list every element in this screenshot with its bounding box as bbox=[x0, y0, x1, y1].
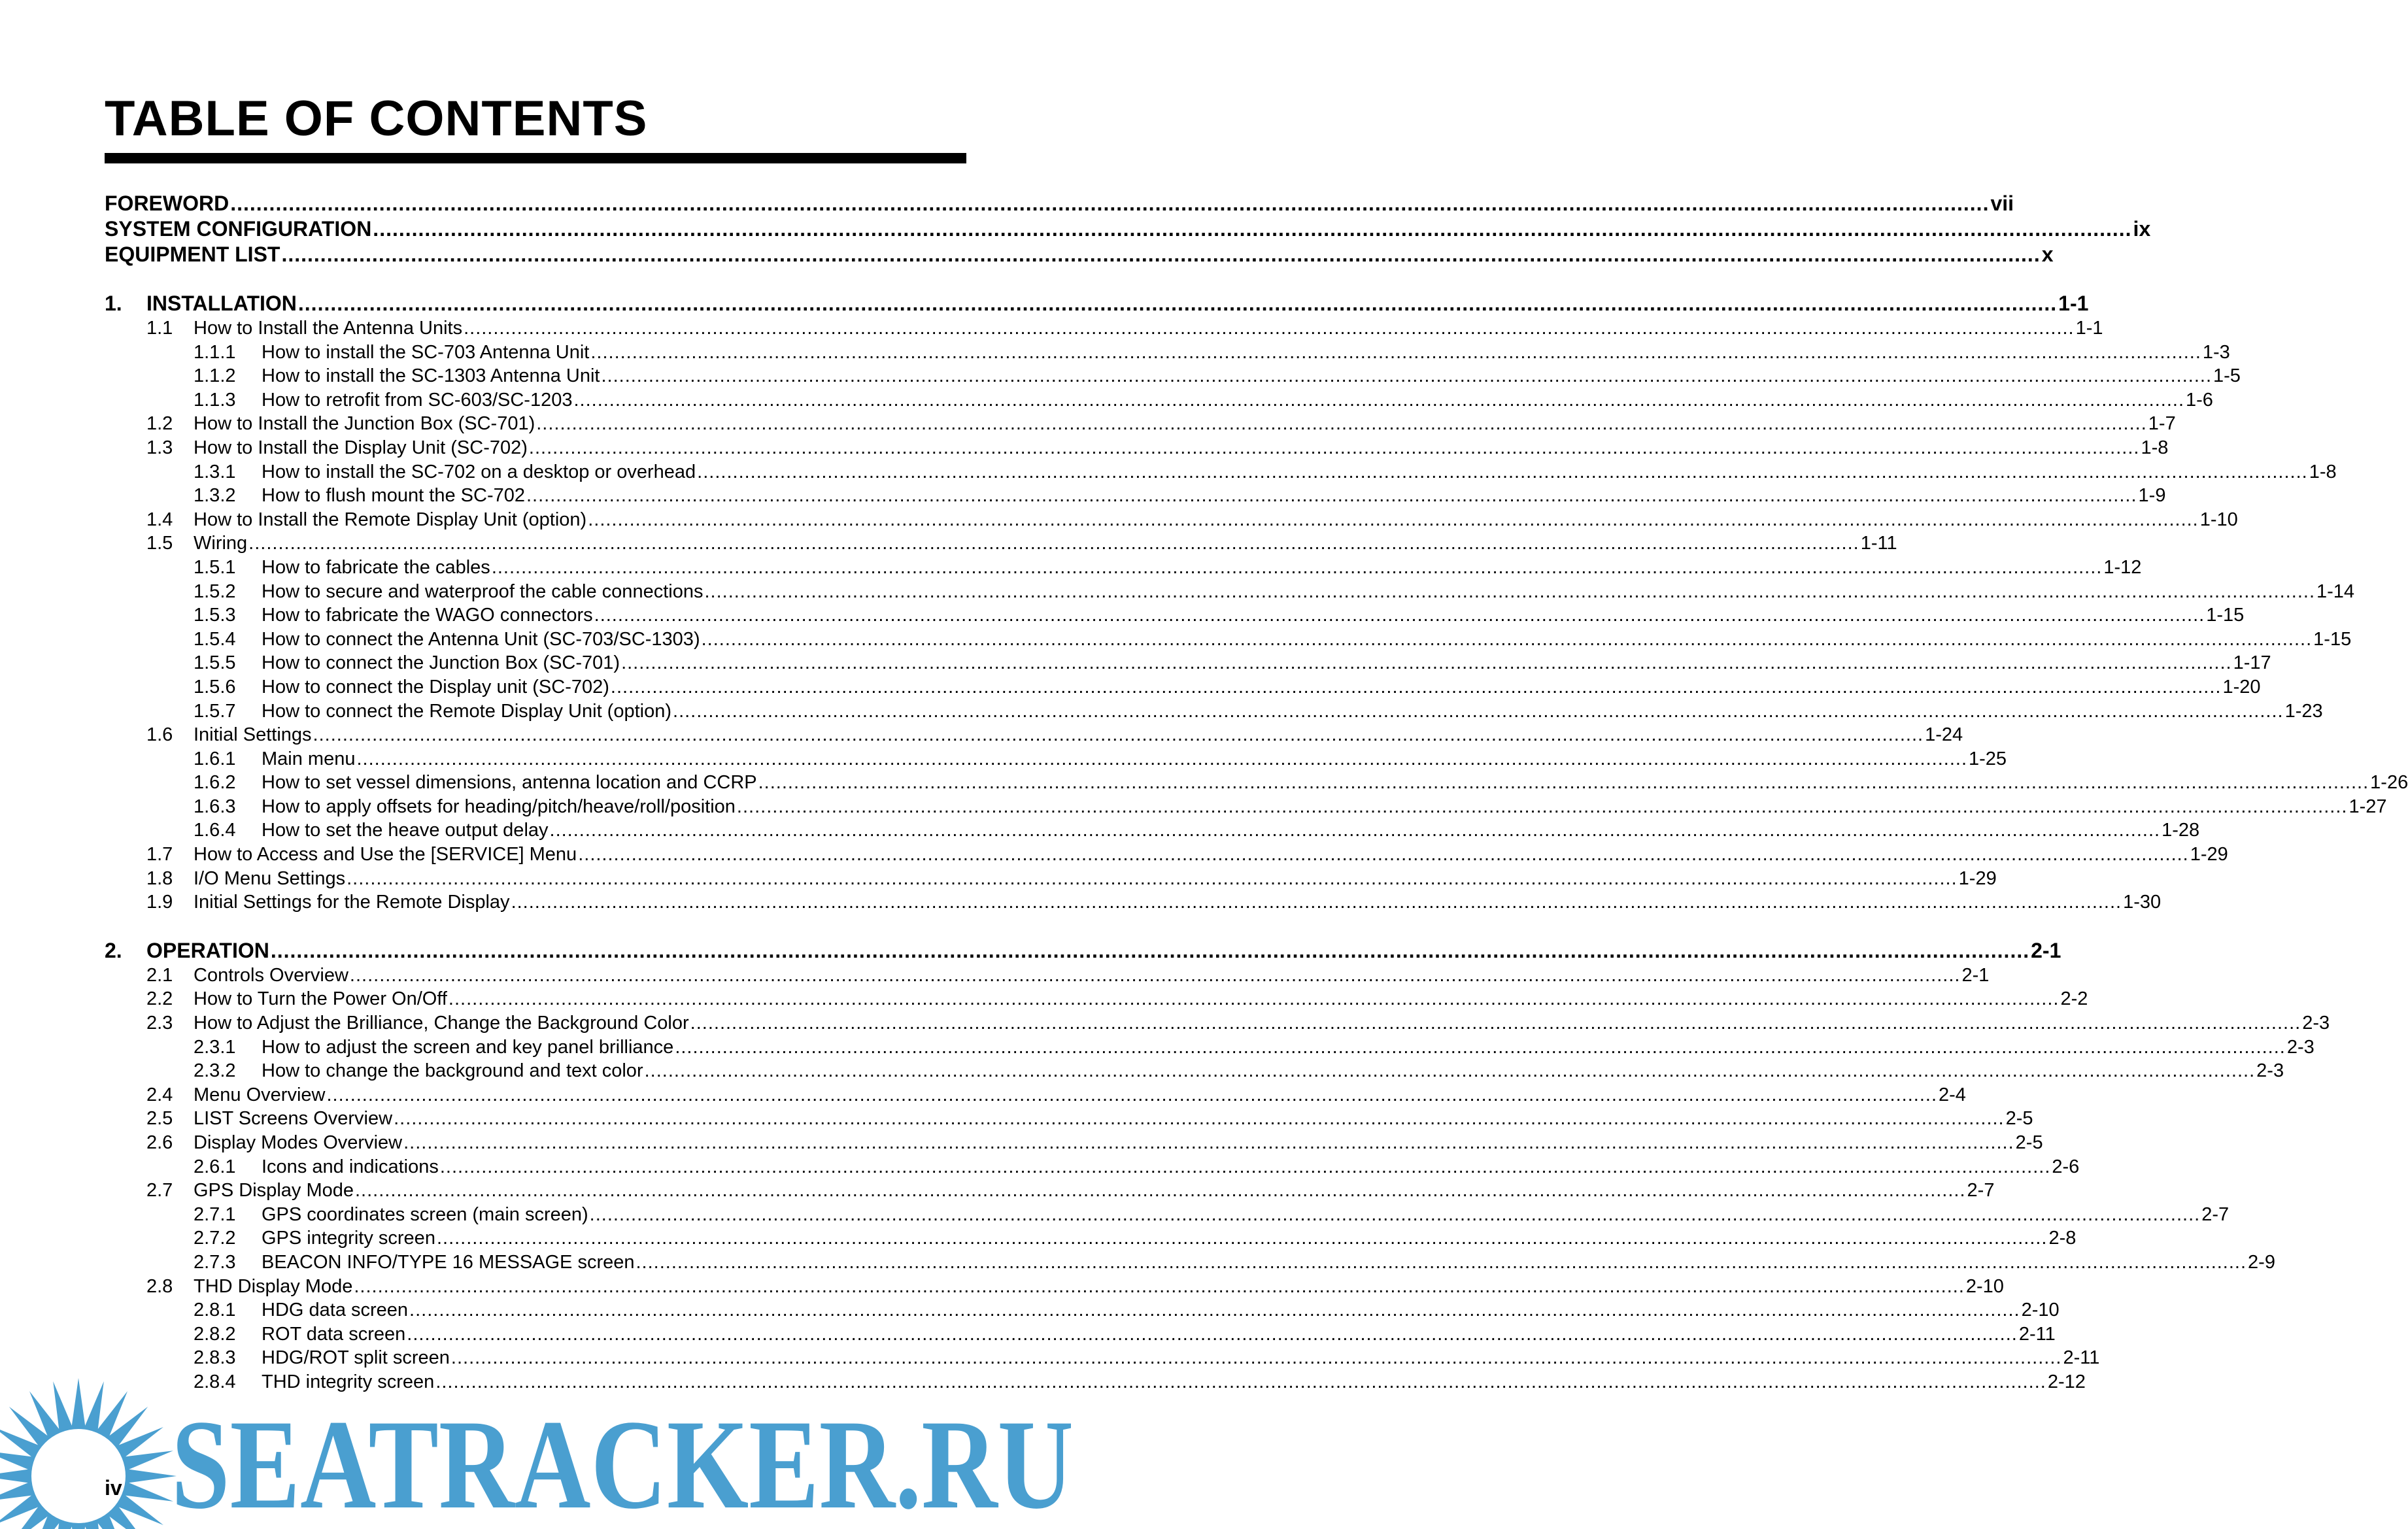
toc-section-number: 1.5.4 bbox=[194, 628, 236, 650]
toc-entry-title: Main menu bbox=[262, 748, 356, 769]
toc-entry-title: HDG/ROT split screen bbox=[262, 1347, 450, 1369]
toc-subsection-entry[interactable] bbox=[105, 675, 2261, 699]
toc-section-number: 1.3.1 bbox=[194, 461, 236, 482]
toc-page-number: 1-23 bbox=[2284, 700, 2323, 722]
toc-entry-title: BEACON INFO/TYPE 16 MESSAGE screen bbox=[262, 1251, 635, 1273]
toc-leader-dots bbox=[271, 938, 2029, 964]
watermark-text: SEATRACKER.RU bbox=[171, 1394, 1074, 1529]
toc-section-entry[interactable] bbox=[105, 1179, 1995, 1203]
toc-section-number: 1.9 bbox=[146, 892, 173, 913]
toc-leader-dots bbox=[702, 628, 2313, 652]
toc-section-entry[interactable] bbox=[105, 843, 2228, 867]
toc-leader-dots bbox=[529, 436, 2140, 460]
toc-page-number: 1-29 bbox=[1958, 867, 1997, 889]
toc-leader-dots bbox=[440, 1155, 2051, 1179]
toc-page-number: 2-5 bbox=[2005, 1108, 2033, 1130]
sun-burst-icon bbox=[0, 1378, 177, 1529]
toc-section-number: 1.1.1 bbox=[194, 341, 236, 363]
toc-page-number: 1-26 bbox=[2370, 772, 2408, 794]
toc-subsection-entry[interactable] bbox=[105, 651, 2271, 675]
toc-entry-title: Initial Settings bbox=[194, 724, 312, 746]
toc-subsection-entry[interactable] bbox=[105, 818, 2200, 843]
toc-page-number: 1-1 bbox=[2058, 292, 2089, 315]
toc-section-entry[interactable] bbox=[105, 1011, 2330, 1035]
toc-entry-title: How to secure and waterproof the cable connections bbox=[262, 580, 704, 602]
toc-section-entry[interactable] bbox=[105, 1275, 2004, 1299]
toc-leader-dots bbox=[355, 1179, 1966, 1203]
toc-subsection-entry[interactable] bbox=[105, 484, 2166, 508]
toc-entry-title: How to install the SC-703 Antenna Unit bbox=[262, 341, 590, 363]
toc-entry-title: Menu Overview bbox=[194, 1084, 326, 1105]
toc-page-number: 2-5 bbox=[2015, 1132, 2043, 1153]
toc-section-number: 2.7.1 bbox=[194, 1203, 236, 1225]
toc-front-matter-item[interactable] bbox=[105, 242, 2054, 267]
toc-chapter-heading[interactable] bbox=[105, 938, 2061, 964]
toc-leader-dots bbox=[697, 460, 2308, 484]
toc-leader-dots bbox=[354, 1275, 1965, 1299]
toc-subsection-entry[interactable] bbox=[105, 795, 2387, 819]
toc-page-number: 1-28 bbox=[2162, 820, 2200, 841]
toc-section-entry[interactable] bbox=[105, 508, 2238, 532]
toc-leader-dots bbox=[578, 843, 2189, 867]
toc-subsection-entry[interactable] bbox=[105, 580, 2355, 604]
toc-entry-title: HDG data screen bbox=[262, 1300, 409, 1321]
toc-page-number: 1-29 bbox=[2190, 844, 2228, 865]
toc-section-number: 1.6 bbox=[146, 724, 173, 746]
toc-page-number: 2-4 bbox=[1939, 1084, 1966, 1105]
toc-section-number: 2.8.2 bbox=[194, 1323, 236, 1345]
toc-page-number: 2-11 bbox=[2018, 1323, 2056, 1345]
toc-leader-dots bbox=[590, 1203, 2201, 1227]
toc-leader-dots bbox=[407, 1322, 2018, 1347]
page-number: iv bbox=[105, 1476, 122, 1500]
toc-entry-title: How to connect the Remote Display Unit (option) bbox=[262, 700, 672, 722]
toc-entry-title: Icons and indications bbox=[262, 1156, 439, 1177]
toc-entry-title: Display Modes Overview bbox=[194, 1132, 403, 1153]
toc-leader-dots bbox=[326, 1083, 1937, 1107]
toc-subsection-entry[interactable] bbox=[105, 603, 2245, 628]
toc-section-number: 1.1.2 bbox=[194, 365, 236, 387]
toc-section-number: 2.7 bbox=[146, 1180, 173, 1201]
toc-section-number: 1.5.7 bbox=[194, 700, 236, 722]
toc-section-entry[interactable] bbox=[105, 1107, 2033, 1131]
toc-entry-title: LIST Screens Overview bbox=[194, 1108, 393, 1130]
toc-section-number: 1.4 bbox=[146, 509, 173, 530]
toc-entry-title: How to adjust the screen and key panel brilliance bbox=[262, 1036, 674, 1058]
toc-section-number: 2.2 bbox=[146, 988, 173, 1010]
toc-subsection-entry[interactable] bbox=[105, 1226, 2077, 1251]
toc-page-number: 2-6 bbox=[2052, 1156, 2080, 1177]
toc-entry-title: How to install the SC-702 on a desktop or overhead bbox=[262, 461, 696, 482]
toc-entry-title: How to Install the Junction Box (SC-701) bbox=[194, 413, 535, 435]
toc-leader-dots bbox=[550, 818, 2161, 843]
toc-page-number: 2-9 bbox=[2248, 1251, 2275, 1273]
toc-subsection-entry[interactable] bbox=[105, 1035, 2315, 1060]
toc-leader-dots bbox=[594, 603, 2205, 628]
toc-leader-dots bbox=[737, 795, 2348, 819]
toc-section-number: 2.8.4 bbox=[194, 1371, 236, 1392]
toc-page-number: 1-11 bbox=[1860, 533, 1897, 554]
toc-page-number: 1-25 bbox=[1969, 748, 2007, 769]
toc-page-number: 1-24 bbox=[1925, 724, 1963, 746]
toc-entry-title: How to connect the Antenna Unit (SC-703/SC-1303) bbox=[262, 628, 700, 650]
toc-leader-dots bbox=[451, 1346, 2062, 1370]
toc-leader-dots bbox=[356, 747, 1967, 771]
toc-section-number: 2.3 bbox=[146, 1013, 173, 1034]
toc-subsection-entry[interactable] bbox=[105, 556, 2142, 580]
toc-entry-title: ROT data screen bbox=[262, 1323, 406, 1345]
toc-section-number: 1.6.2 bbox=[194, 772, 236, 794]
toc-leader-dots bbox=[248, 531, 1859, 556]
toc-section-number: 2.6.1 bbox=[194, 1156, 236, 1177]
toc-leader-dots bbox=[611, 675, 2222, 699]
toc-entry-title: How to apply offsets for heading/pitch/heave/roll/position bbox=[262, 796, 736, 817]
toc-section-number: 2.4 bbox=[146, 1084, 173, 1105]
toc-section-number: 1.5 bbox=[146, 533, 173, 554]
toc-page-number: 1-3 bbox=[2202, 341, 2230, 363]
toc-leader-dots bbox=[758, 771, 2369, 795]
toc-entry-title: GPS Display Mode bbox=[194, 1180, 354, 1201]
toc-section-number: 1.1.3 bbox=[194, 389, 236, 411]
toc-leader-dots bbox=[350, 964, 1961, 988]
toc-entry-title: How to Install the Remote Display Unit (option) bbox=[194, 509, 587, 530]
toc-leader-dots bbox=[403, 1131, 2014, 1155]
toc-page-number: 1-8 bbox=[2309, 461, 2337, 482]
toc-leader-dots bbox=[373, 216, 2131, 242]
toc-section-number: 2.1 bbox=[146, 964, 173, 986]
toc-leader-dots bbox=[621, 651, 2232, 675]
toc-subsection-entry[interactable] bbox=[105, 1346, 2100, 1370]
toc-subsection-entry[interactable] bbox=[105, 341, 2230, 365]
toc-page-number: ix bbox=[2133, 217, 2151, 241]
toc-section-number: 1.5.3 bbox=[194, 605, 236, 626]
toc-entry-title: How to Access and Use the [SERVICE] Menu bbox=[194, 844, 577, 865]
toc-section-entry[interactable] bbox=[105, 964, 1990, 988]
toc-leader-dots bbox=[673, 699, 2284, 724]
toc-section-number: 2.6 bbox=[146, 1132, 173, 1153]
toc-entry-title: How to flush mount the SC-702 bbox=[262, 485, 525, 507]
toc-page-number: 1-15 bbox=[2313, 628, 2352, 650]
toc-section-number: 1.6.3 bbox=[194, 796, 236, 817]
toc-leader-dots bbox=[588, 508, 2199, 532]
toc-section-number: 1.3 bbox=[146, 437, 173, 458]
toc-leader-dots bbox=[281, 242, 2040, 267]
toc-leader-dots bbox=[675, 1035, 2286, 1060]
toc-page-number: x bbox=[2041, 243, 2054, 266]
toc-section-number: 1.8 bbox=[146, 867, 173, 889]
toc-section-entry[interactable] bbox=[105, 436, 2169, 460]
toc-subsection-entry[interactable] bbox=[105, 771, 2408, 795]
toc-leader-dots bbox=[464, 316, 2075, 341]
toc-entry-title: EQUIPMENT LIST bbox=[105, 243, 280, 266]
toc-section-number: 1.7 bbox=[146, 844, 173, 865]
toc-page-number: 2-11 bbox=[2063, 1347, 2100, 1369]
toc-page-number: 2-3 bbox=[2256, 1060, 2284, 1082]
toc-section-number: 1.5.5 bbox=[194, 652, 236, 674]
toc-section-number: 1.2 bbox=[146, 413, 173, 435]
toc-section-number: 2.3.2 bbox=[194, 1060, 236, 1082]
toc-section-number: 1.5.6 bbox=[194, 676, 236, 697]
toc-entry-title: THD integrity screen bbox=[262, 1371, 435, 1392]
toc-page-number: 1-1 bbox=[2075, 318, 2103, 339]
toc-subsection-entry[interactable] bbox=[105, 699, 2323, 724]
toc-section-number: 2.5 bbox=[146, 1108, 173, 1130]
toc-entry-title: THD Display Mode bbox=[194, 1275, 353, 1297]
toc-entry-title: I/O Menu Settings bbox=[194, 867, 346, 889]
toc-page-number: 1-8 bbox=[2141, 437, 2169, 458]
toc-page-number: 1-20 bbox=[2222, 676, 2261, 697]
toc-entry-title: Controls Overview bbox=[194, 964, 348, 986]
toc-page-number: 1-6 bbox=[2186, 389, 2213, 411]
toc-leader-dots bbox=[573, 388, 2184, 412]
toc-entry-title: FOREWORD bbox=[105, 192, 229, 215]
toc-section-entry[interactable] bbox=[105, 531, 1897, 556]
toc-section-number: 1.5.1 bbox=[194, 556, 236, 578]
toc-entry-title: How to Turn the Power On/Off bbox=[194, 988, 447, 1010]
toc-subsection-entry[interactable] bbox=[105, 1203, 2230, 1227]
toc-subsection-entry[interactable] bbox=[105, 1298, 2060, 1322]
watermark-logo bbox=[0, 1371, 1081, 1529]
toc-page-number: 1-7 bbox=[2148, 413, 2176, 435]
toc-section-entry[interactable] bbox=[105, 316, 2103, 341]
toc-leader-dots bbox=[394, 1107, 2005, 1131]
toc-section-number: 2.7.3 bbox=[194, 1251, 236, 1273]
toc-entry-title: How to connect the Junction Box (SC-701) bbox=[262, 652, 620, 674]
toc-section-entry[interactable] bbox=[105, 890, 2162, 915]
toc-section-number: 2.7.2 bbox=[194, 1228, 236, 1249]
toc-subsection-entry[interactable] bbox=[105, 460, 2337, 484]
toc-leader-dots bbox=[230, 191, 1989, 216]
toc-section-number: 1.6.4 bbox=[194, 820, 236, 841]
toc-page-number: vii bbox=[1990, 192, 2014, 215]
toc-page-number: 2-12 bbox=[2047, 1371, 2086, 1392]
toc-page-number: 1-10 bbox=[2199, 509, 2238, 530]
toc-subsection-entry[interactable] bbox=[105, 1059, 2284, 1083]
toc-leader-dots bbox=[590, 341, 2201, 365]
toc-page-number: 1-17 bbox=[2233, 652, 2271, 674]
toc-leader-dots bbox=[601, 364, 2212, 388]
toc-page-number: 2-1 bbox=[1961, 964, 1990, 986]
toc-entry-title: How to change the background and text color bbox=[262, 1060, 643, 1082]
toc-entry-title: How to fabricate the WAGO connectors bbox=[262, 605, 593, 626]
page-title: TABLE OF CONTENTS bbox=[105, 91, 648, 146]
toc-section-number: 2.3.1 bbox=[194, 1036, 236, 1058]
toc-front-matter-item[interactable] bbox=[105, 216, 2151, 242]
toc-entry-title: SYSTEM CONFIGURATION bbox=[105, 217, 372, 241]
toc-leader-dots bbox=[347, 867, 1958, 891]
toc-entry-title: How to set vessel dimensions, antenna location and CCRP bbox=[262, 772, 757, 794]
toc-section-entry[interactable] bbox=[105, 1131, 2043, 1155]
toc-leader-dots bbox=[636, 1251, 2247, 1275]
toc-page-number: 1-15 bbox=[2206, 605, 2245, 626]
toc-page-number: 2-7 bbox=[2201, 1203, 2230, 1225]
toc-subsection-entry[interactable] bbox=[105, 628, 2352, 652]
toc-section-number: 2.8 bbox=[146, 1275, 173, 1297]
toc-page-number: 2-1 bbox=[2031, 938, 2061, 962]
toc-section-entry[interactable] bbox=[105, 412, 2176, 436]
toc-page-number: 1-27 bbox=[2349, 796, 2387, 817]
toc-list bbox=[105, 191, 2408, 1394]
toc-leader-dots bbox=[298, 291, 2057, 316]
toc-page-number: 1-9 bbox=[2138, 485, 2166, 507]
toc-chapter-number: 1. bbox=[105, 292, 122, 315]
toc-section-number: 1.1 bbox=[146, 318, 173, 339]
toc-page-number: 2-2 bbox=[2060, 988, 2088, 1010]
toc-leader-dots bbox=[704, 580, 2315, 604]
toc-leader-dots bbox=[492, 556, 2103, 580]
toc-page-number: 1-30 bbox=[2123, 892, 2162, 913]
toc-entry-title: INSTALLATION bbox=[146, 292, 297, 315]
toc-section-entry[interactable] bbox=[105, 723, 1963, 747]
toc-section-entry[interactable] bbox=[105, 987, 2088, 1011]
toc-page-number: 2-7 bbox=[1967, 1180, 1995, 1201]
toc-subsection-entry[interactable] bbox=[105, 1155, 2080, 1179]
toc-entry-title: How to retrofit from SC-603/SC-1203 bbox=[262, 389, 573, 411]
toc-subsection-entry[interactable] bbox=[105, 364, 2241, 388]
toc-section-number: 1.5.2 bbox=[194, 580, 236, 602]
toc-subsection-entry[interactable] bbox=[105, 1322, 2056, 1347]
toc-entry-title: GPS coordinates screen (main screen) bbox=[262, 1203, 588, 1225]
toc-page-number: 2-8 bbox=[2048, 1228, 2077, 1249]
toc-leader-dots bbox=[511, 890, 2122, 915]
toc-entry-title: How to fabricate the cables bbox=[262, 556, 490, 578]
toc-page-number: 2-3 bbox=[2302, 1013, 2330, 1034]
toc-entry-title: How to set the heave output delay bbox=[262, 820, 549, 841]
toc-page-number: 1-12 bbox=[2103, 556, 2142, 578]
toc-leader-dots bbox=[437, 1226, 2048, 1251]
toc-leader-dots bbox=[536, 412, 2147, 436]
toc-section-entry[interactable] bbox=[105, 867, 1997, 891]
toc-page-number: 1-5 bbox=[2213, 365, 2241, 387]
toc-entry-title: Wiring bbox=[194, 533, 248, 554]
toc-page-number: 2-10 bbox=[1965, 1275, 2004, 1297]
title-rule bbox=[105, 153, 966, 163]
toc-leader-dots bbox=[690, 1011, 2301, 1035]
toc-leader-dots bbox=[526, 484, 2137, 508]
toc-entry-title: OPERATION bbox=[146, 938, 269, 962]
toc-subsection-entry[interactable] bbox=[105, 1251, 2275, 1275]
toc-section-number: 1.6.1 bbox=[194, 748, 236, 769]
toc-page-number: 1-14 bbox=[2316, 580, 2355, 602]
toc-section-number: 1.3.2 bbox=[194, 485, 236, 507]
toc-section-number: 2.8.3 bbox=[194, 1347, 236, 1369]
toc-page-number: 2-10 bbox=[2021, 1300, 2060, 1321]
toc-front-matter-item[interactable] bbox=[105, 191, 2014, 216]
toc-entry-title: How to Adjust the Brilliance, Change the Background Color bbox=[194, 1013, 689, 1034]
toc-section-entry[interactable] bbox=[105, 1083, 1966, 1107]
toc-leader-dots bbox=[313, 723, 1924, 747]
toc-leader-dots bbox=[449, 987, 2060, 1011]
toc-chapter-heading[interactable] bbox=[105, 291, 2089, 316]
toc-entry-title: How to Install the Antenna Units bbox=[194, 318, 463, 339]
toc-subsection-entry[interactable] bbox=[105, 747, 2007, 771]
toc-leader-dots bbox=[409, 1298, 2020, 1322]
toc-entry-title: How to install the SC-1303 Antenna Unit bbox=[262, 365, 600, 387]
toc-leader-dots bbox=[645, 1059, 2256, 1083]
toc-subsection-entry[interactable] bbox=[105, 388, 2213, 412]
toc-entry-title: How to Install the Display Unit (SC-702) bbox=[194, 437, 528, 458]
toc-entry-title: Initial Settings for the Remote Display bbox=[194, 892, 510, 913]
toc-page-number: 2-3 bbox=[2286, 1036, 2315, 1058]
toc-chapter-number: 2. bbox=[105, 938, 122, 962]
toc-entry-title: GPS integrity screen bbox=[262, 1228, 435, 1249]
toc-section-number: 2.8.1 bbox=[194, 1300, 236, 1321]
toc-entry-title: How to connect the Display unit (SC-702) bbox=[262, 676, 609, 697]
